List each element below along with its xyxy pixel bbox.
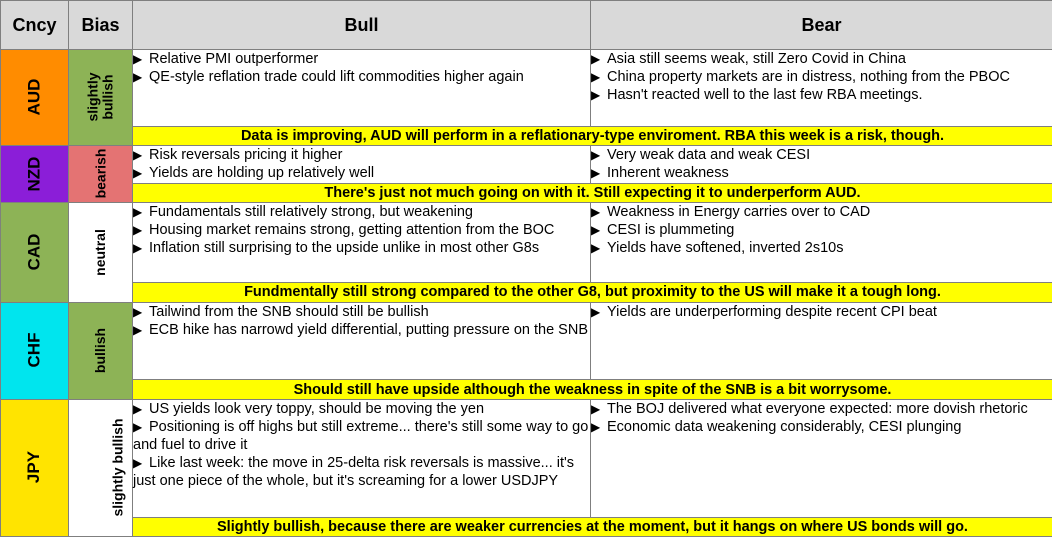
bull-point (133, 146, 590, 164)
bear-point (591, 221, 1052, 239)
bear-point-text: CESI is plummeting (607, 222, 735, 239)
currency-cell (1, 302, 69, 399)
bear-point-text: Asia still seems weak, still Zero Covid in China (607, 51, 906, 67)
bull-point (133, 239, 590, 257)
triangle-bullet-icon: ▶ (133, 223, 143, 238)
triangle-bullet-icon: ▶ (591, 205, 601, 220)
bear-point-text: Yields have softened, inverted 2s10s (607, 240, 844, 257)
currency-label: CAD (24, 233, 44, 271)
bear-points-cell (591, 203, 1052, 283)
currency-label: CHF (24, 332, 44, 368)
bias-cell (69, 302, 133, 399)
triangle-bullet-icon: ▶ (591, 241, 601, 256)
bull-point-text: US yields look very toppy, should be moving the yen (149, 400, 485, 417)
header-bear: Bear (591, 1, 1052, 50)
bear-point (591, 86, 1052, 104)
bias-cell (69, 146, 133, 203)
currency-label: NZD (24, 156, 44, 192)
summary-row (1, 380, 1052, 399)
summary-row (1, 283, 1052, 302)
bias-label: bullish (92, 327, 108, 373)
bear-point-text: Very weak data and weak CESI (607, 147, 811, 164)
table-body (1, 50, 1052, 537)
bias-cell (69, 203, 133, 302)
bear-point (591, 400, 1052, 418)
triangle-bullet-icon: ▶ (133, 241, 143, 256)
bear-point (591, 303, 1052, 321)
bull-point (133, 50, 590, 68)
bull-point-text: Like last week: the move in 25-delta risk reversals is massive... it's just one piece of the whole, but it's screaming for a lower USDJPY (133, 454, 575, 489)
summary-row (1, 517, 1052, 536)
bull-points-cell (133, 302, 591, 380)
bear-point (591, 203, 1052, 221)
summary-text: There's just not much going on with it. Still expecting it to underperform AUD. (133, 184, 1052, 203)
bull-point-text: Risk reversals pricing it higher (149, 147, 343, 164)
triangle-bullet-icon: ▶ (133, 148, 143, 163)
triangle-bullet-icon: ▶ (133, 419, 143, 434)
bull-point-text: Relative PMI outperformer (149, 51, 319, 67)
bull-point (133, 454, 590, 490)
bull-point-text: Yields are holding up relatively well (149, 165, 375, 182)
triangle-bullet-icon: ▶ (133, 205, 143, 220)
bear-point-text: China property markets are in distress, nothing from the PBOC (607, 69, 1010, 85)
table-row (1, 203, 1052, 283)
bear-point-text: The BOJ delivered what everyone expected: more dovish rhetoric (607, 400, 1028, 417)
triangle-bullet-icon: ▶ (133, 166, 143, 181)
bias-cell (69, 399, 133, 536)
triangle-bullet-icon: ▶ (133, 304, 143, 319)
triangle-bullet-icon: ▶ (591, 304, 601, 319)
bull-point (133, 221, 590, 239)
bull-point (133, 321, 590, 339)
bull-point (133, 303, 590, 321)
table-row (1, 50, 1052, 127)
bull-point (133, 164, 590, 182)
triangle-bullet-icon: ▶ (591, 70, 601, 84)
summary-text: Data is improving, AUD will perform in a reflationary-type enviroment. RBA this week is a risk, though. (133, 126, 1052, 145)
bear-point (591, 50, 1052, 68)
summary-text: Should still have upside although the weakness in spite of the SNB is a bit worrysome. (133, 380, 1052, 399)
bear-point (591, 146, 1052, 164)
bias-label: bearish (92, 148, 108, 199)
bull-point (133, 418, 590, 454)
table-row (1, 399, 1052, 517)
triangle-bullet-icon: ▶ (591, 148, 601, 163)
summary-row (1, 184, 1052, 203)
currency-label: JPY (24, 451, 44, 484)
bull-point-text: QE-style reflation trade could lift commodities higher again (149, 69, 524, 85)
bear-point-text: Inherent weakness (607, 165, 729, 182)
summary-text: Slightly bullish, because there are weaker currencies at the moment, but it hangs on where US bonds will go. (133, 517, 1052, 536)
table-row (1, 302, 1052, 380)
bull-point-text: Positioning is off highs but still extreme... there's still some way to go and fuel to drive it (133, 418, 589, 453)
bear-point-text: Weakness in Energy carries over to CAD (607, 204, 871, 221)
bull-point (133, 400, 590, 418)
triangle-bullet-icon: ▶ (133, 401, 143, 416)
triangle-bullet-icon: ▶ (133, 70, 143, 84)
bull-points-cell (133, 50, 591, 127)
header-bias: Bias (69, 1, 133, 50)
bull-point (133, 203, 590, 221)
bear-point (591, 164, 1052, 182)
bias-label: slightly bullish (84, 72, 116, 122)
triangle-bullet-icon: ▶ (591, 88, 601, 102)
triangle-bullet-icon: ▶ (133, 52, 143, 66)
bull-point-text: ECB hike has narrowd yield differential, putting pressure on the SNB (149, 321, 589, 338)
triangle-bullet-icon: ▶ (591, 401, 601, 416)
summary-text: Fundmentally still strong compared to the other G8, but proximity to the US will make it a tough long. (133, 283, 1052, 302)
bear-points-cell (591, 302, 1052, 380)
bias-label: slightly bullish (109, 418, 126, 517)
bull-point-text: Inflation still surprising to the upside unlike in most other G8s (149, 240, 540, 257)
table-row (1, 146, 1052, 184)
currency-label: AUD (24, 78, 44, 116)
bias-label: neutral (92, 228, 108, 276)
bear-point-text: Economic data weakening considerably, CESI plunging (607, 418, 962, 435)
currency-cell (1, 203, 69, 302)
bear-point (591, 418, 1052, 436)
bear-points-cell (591, 50, 1052, 127)
triangle-bullet-icon: ▶ (133, 322, 143, 337)
triangle-bullet-icon: ▶ (591, 223, 601, 238)
triangle-bullet-icon: ▶ (133, 455, 143, 470)
currency-cell (1, 146, 69, 203)
bear-point (591, 239, 1052, 257)
bear-point-text: Hasn't reacted well to the last few RBA meetings. (607, 87, 923, 103)
bear-point (591, 68, 1052, 86)
currency-cell (1, 399, 69, 536)
bull-point (133, 68, 590, 86)
bull-point-text: Tailwind from the SNB should still be bullish (149, 303, 429, 320)
bear-points-cell (591, 146, 1052, 184)
triangle-bullet-icon: ▶ (591, 52, 601, 66)
currency-cell (1, 50, 69, 146)
summary-row (1, 126, 1052, 145)
triangle-bullet-icon: ▶ (591, 166, 601, 181)
bull-points-cell (133, 146, 591, 184)
bear-point-text: Yields are underperforming despite recent CPI beat (607, 303, 937, 320)
header-row (1, 1, 1052, 50)
bias-cell (69, 50, 133, 146)
header-bull: Bull (133, 1, 591, 50)
bull-point-text: Housing market remains strong, getting attention from the BOC (149, 222, 555, 239)
bull-points-cell (133, 399, 591, 517)
triangle-bullet-icon: ▶ (591, 419, 601, 434)
header-currency: Cncy (1, 1, 69, 50)
bull-points-cell (133, 203, 591, 283)
bear-points-cell (591, 399, 1052, 517)
bull-point-text: Fundamentals still relatively strong, but weakening (149, 204, 473, 221)
